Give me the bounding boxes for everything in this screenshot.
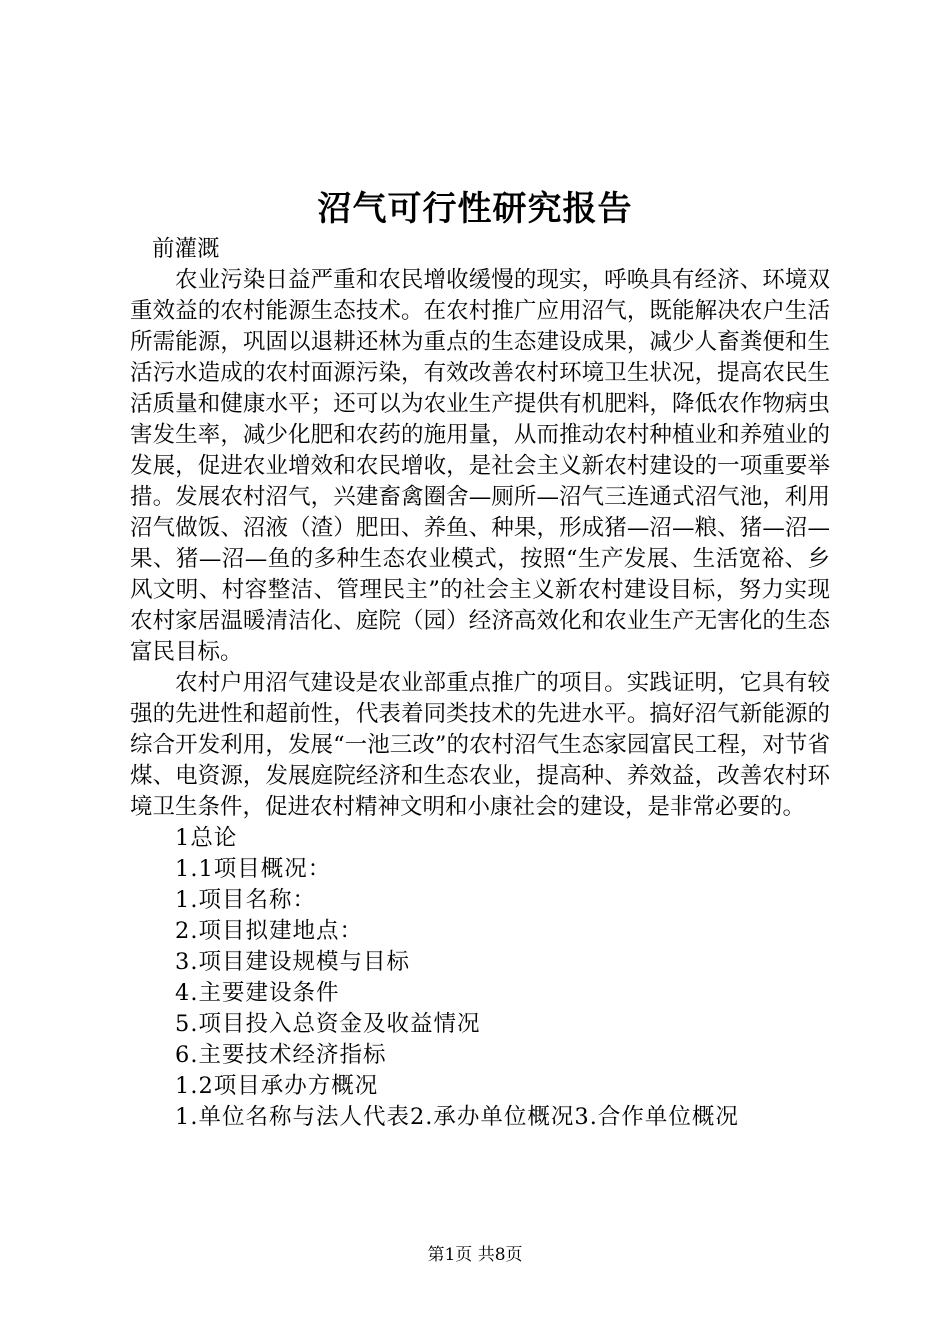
outline-item: 1.1项目概况： [175, 856, 332, 882]
outline-item: 1.项目名称： [175, 887, 316, 913]
body-paragraph: 农村户用沼气建设是农业部重点推广的项目。实践证明，它具有较强的先进性和超前性，代表着同类技术的先进水平。搞好沼气新能源的综合开发利用，发展“一池三改”的农村沼气生态家园富民工程，对节省煤、电资源，发展庭院经济和生态农业，提高种、养效益，改善农村环境卫生条件，促进农村精神文明和小康社会的建设，是非常必要的。 [130, 670, 830, 820]
outline-item: 2.项目拟建地点： [175, 918, 363, 944]
outline-item: 1总论 [175, 825, 238, 851]
document-title: 沼气可行性研究报告 [317, 189, 633, 229]
outline-item: 6.主要技术经济指标 [175, 1042, 387, 1068]
author-line: 前灌溉 [152, 236, 220, 262]
page-footer: 第1页 共8页 [427, 1245, 523, 1265]
outline-item: 1.2项目承办方概况 [175, 1073, 379, 1099]
outline-item: 4.主要建设条件 [175, 980, 340, 1006]
body-paragraph: 农业污染日益严重和农民增收缓慢的现实，呼唤具有经济、环境双重效益的农村能源生态技术。在农村推广应用沼气，既能解决农户生活所需能源，巩固以退耕还林为重点的生态建设成果，减少人畜粪便和生活污水造成的农村面源污染，有效改善农村环境卫生状况，提高农民生活质量和健康水平；还可以为农业生产提供有机肥料，降低农作物病虫害发生率，减少化肥和农药的施用量，从而推动农村种植业和养殖业的发展，促进农业增效和农民增收，是社会主义新农村建设的一项重要举措。发展农村沼气，兴建畜禽圈舍—厕所—沼气三连通式沼气池，利用沼气做饭、沼液（渣）肥田、养鱼、种果，形成猪—沼—粮、猪—沼—果、猪—沼—鱼的多种生态农业模式，按照“生产发展、生活宽裕、乡风文明、村容整洁、管理民主”的社会主义新农村建设目标，努力实现农村家居温暖清洁化、庭院（园）经济高效化和农业生产无害化的生态富民目标。 [130, 267, 830, 665]
outline-item: 1.单位名称与法人代表2.承办单位概况3.合作单位概况 [175, 1104, 739, 1130]
outline-item: 3.项目建设规模与目标 [175, 949, 410, 975]
document-body [130, 234, 830, 1133]
outline-item: 5.项目投入总资金及收益情况 [175, 1011, 481, 1037]
